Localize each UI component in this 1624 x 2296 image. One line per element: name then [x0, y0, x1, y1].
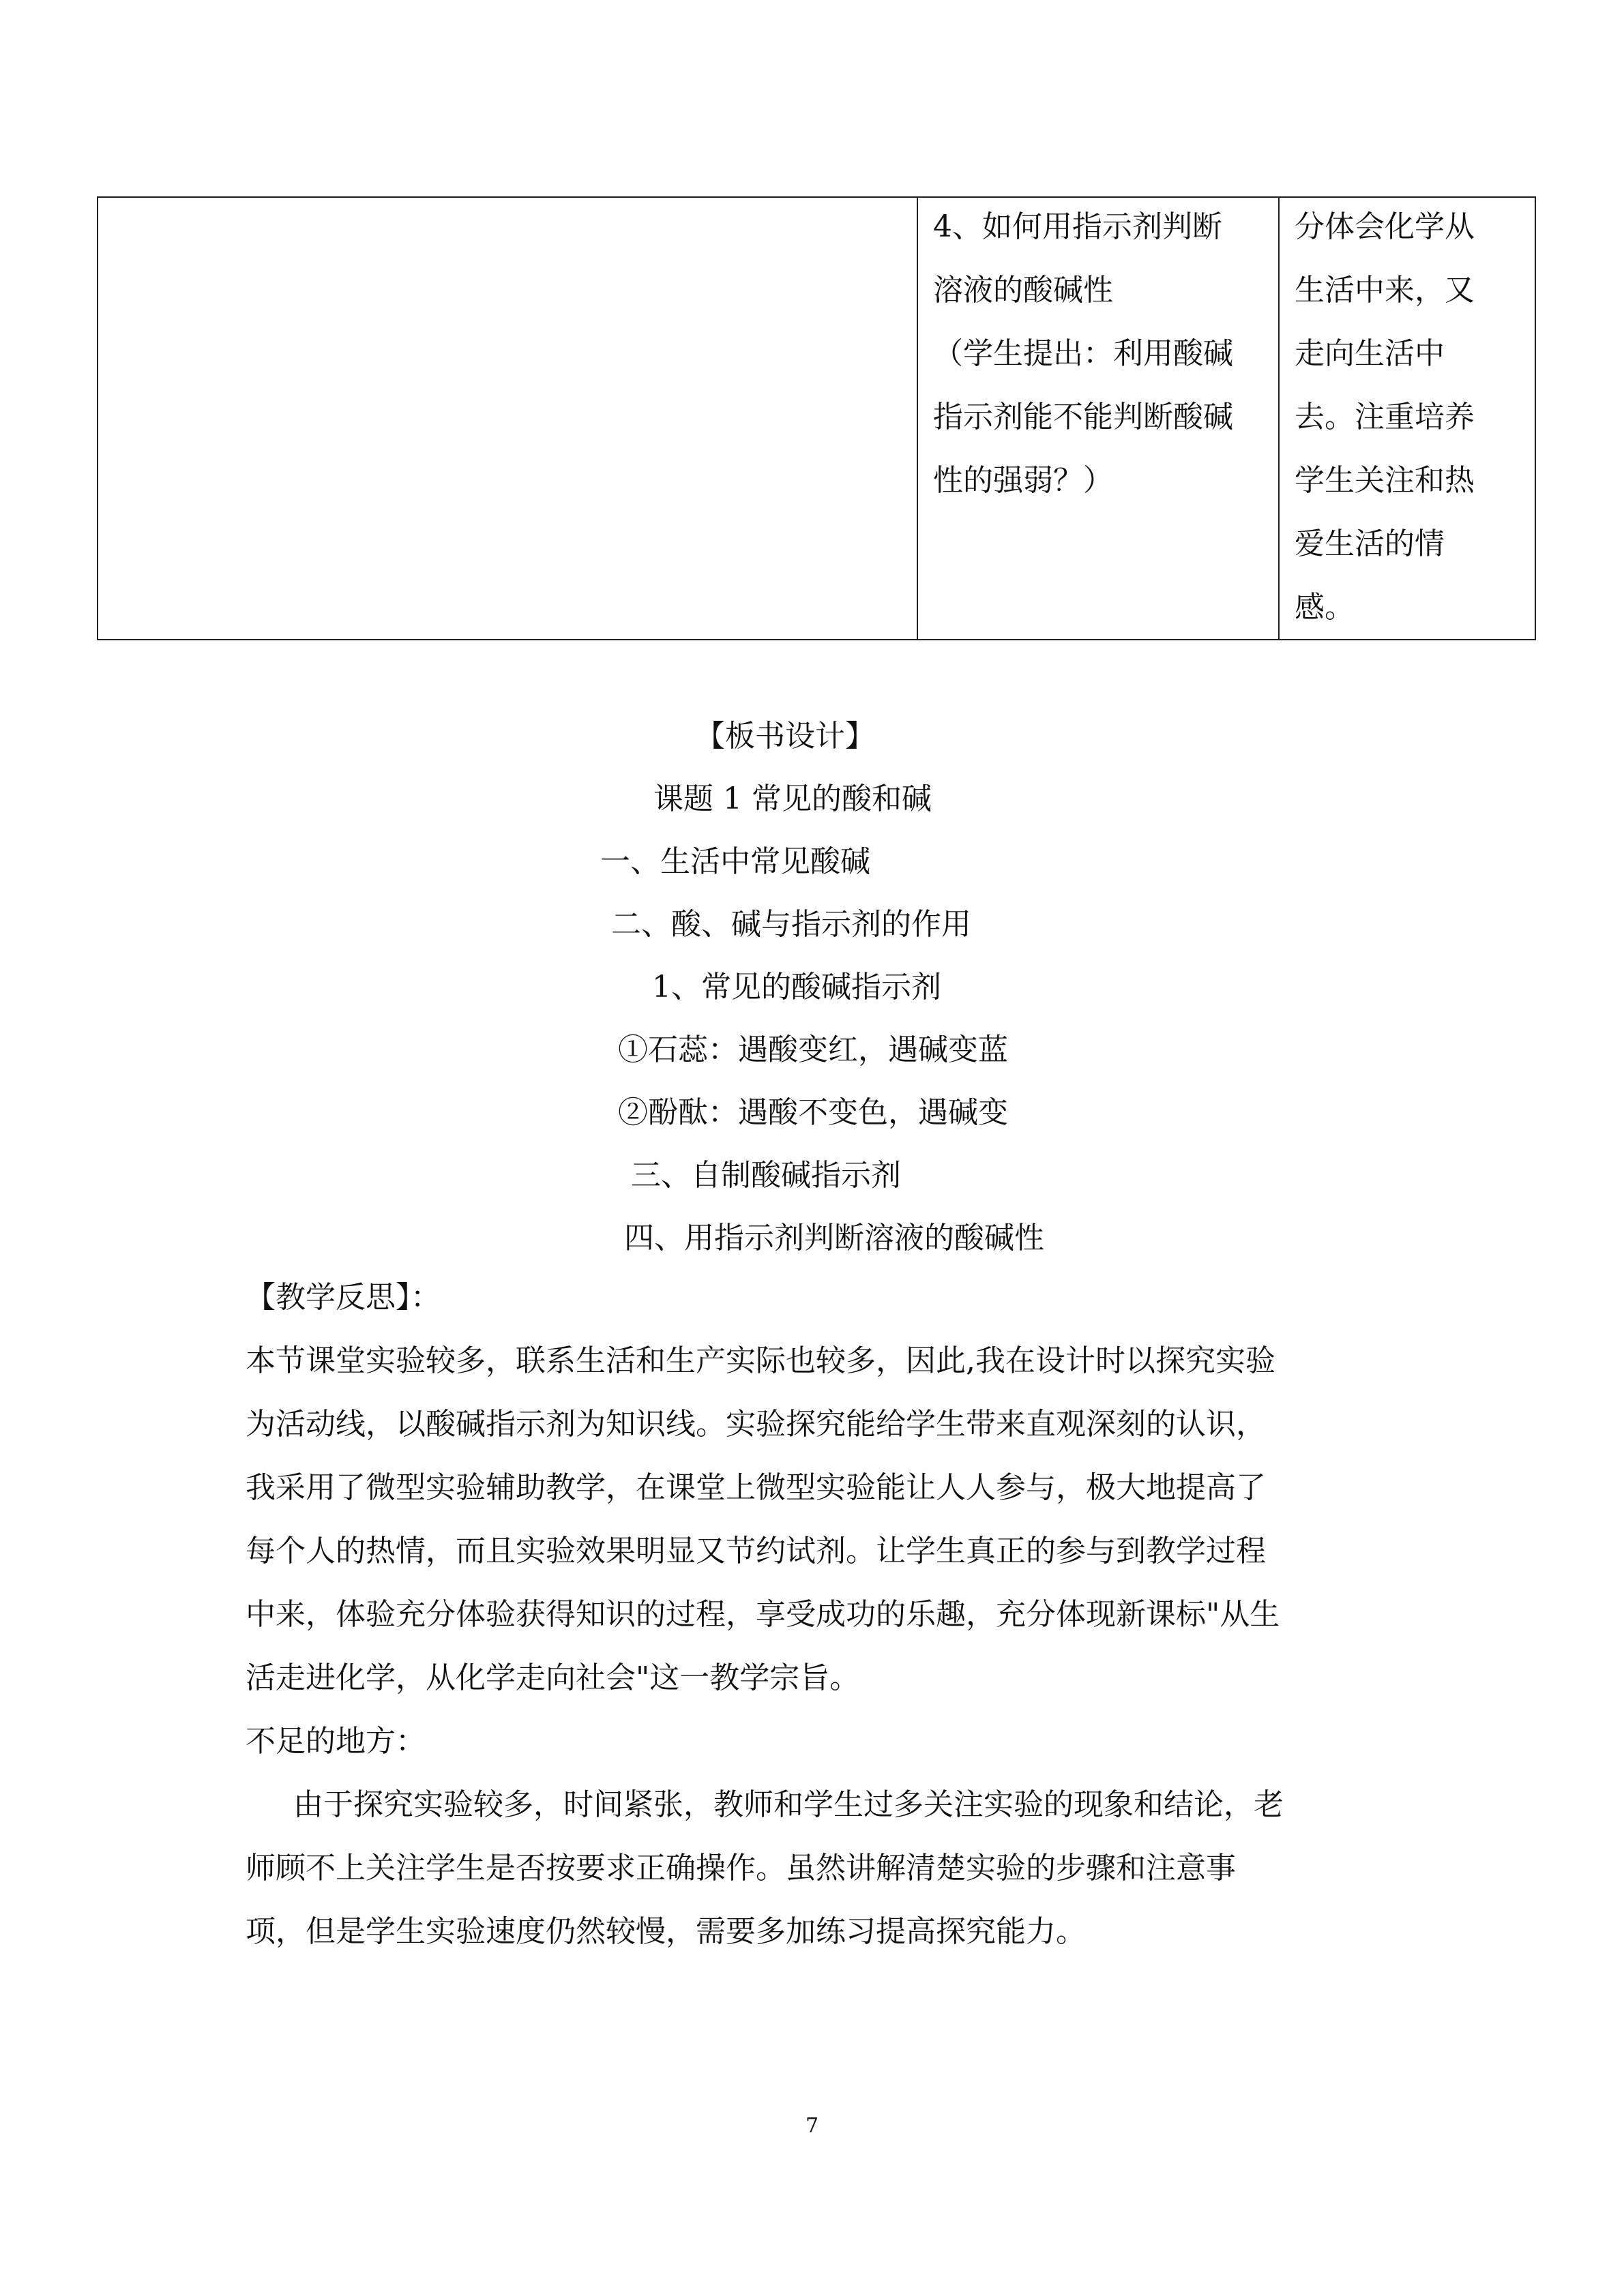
table-cell-line: 感。: [1295, 590, 1355, 625]
board-litmus-line: ①石蕊：遇酸变红，遇碱变蓝: [618, 1032, 1008, 1067]
teaching-reflection: [246, 1266, 1378, 1963]
table-cell-line: 学生关注和热: [1295, 463, 1475, 498]
table-cell-line: 溶液的酸碱性: [933, 273, 1113, 308]
table-cell-line: （学生提出：利用酸碱: [933, 336, 1233, 371]
board-lesson-title: 课题 1 常见的酸和碱: [653, 781, 932, 816]
board-point-4: 四、用指示剂判断溶液的酸碱性: [624, 1221, 1044, 1255]
table-cell-line: 生活中来，又: [1295, 273, 1475, 308]
reflection-paragraph: [246, 1329, 1378, 1710]
table-cell-student-activity: [917, 197, 1279, 640]
table-cell-line: 4、如何用指示剂判断: [933, 209, 1222, 244]
board-point-1: 一、生活中常见酸碱: [600, 844, 870, 879]
paragraph-line: 本节课堂实验较多，联系生活和生产实际也较多，因此,我在设计时以探究实验: [246, 1343, 1275, 1378]
paragraph-line: 师顾不上关注学生是否按要求正确操作。虽然讲解清楚实验的步骤和注意事: [246, 1851, 1236, 1885]
board-sub-point-1: 1、常见的酸碱指示剂: [652, 970, 941, 1004]
shortcoming-heading: 不足的地方：: [246, 1724, 426, 1759]
table-cell-line: 爱生活的情: [1295, 526, 1445, 561]
lesson-plan-table: [97, 196, 1536, 640]
paragraph-line: 活走进化学，从化学走向社会"这一教学宗旨。: [246, 1660, 860, 1695]
table-cell-line: 分体会化学从: [1295, 209, 1475, 244]
table-row: [98, 197, 1535, 640]
table-cell-design-intent: [1279, 197, 1535, 640]
paragraph-line: 由于探究实验较多，时间紧张，教师和学生过多关注实验的现象和结论，老: [293, 1787, 1284, 1822]
table-cell-line: 指示剂能不能判断酸碱: [933, 400, 1233, 434]
table-cell-line: 去。注重培养: [1295, 400, 1475, 434]
table-cell-empty: [98, 197, 917, 640]
paragraph-line: 中来，体验充分体验获得知识的过程，享受成功的乐趣，充分体现新课标"从生: [246, 1597, 1280, 1632]
reflection-heading: 【教学反思】：: [246, 1280, 441, 1315]
board-design-heading: 【板书设计】: [695, 719, 875, 754]
board-phenolphthalein-line: ②酚酞：遇酸不变色，遇碱变: [618, 1095, 1008, 1130]
table-cell-line: 性的强弱？）: [933, 463, 1113, 498]
paragraph-line: 项，但是学生实验速度仍然较慢，需要多加练习提高探究能力。: [246, 1914, 1086, 1949]
shortcoming-paragraph: [246, 1773, 1378, 1963]
page-number: 7: [805, 2114, 819, 2138]
table-cell-line: 走向生活中: [1295, 336, 1445, 371]
paragraph-line: 每个人的热情，而且实验效果明显又节约试剂。让学生真正的参与到教学过程: [246, 1534, 1266, 1568]
board-point-3: 三、自制酸碱指示剂: [631, 1158, 901, 1193]
paragraph-line: 为活动线，以酸碱指示剂为知识线。实验探究能给学生带来直观深刻的认识，: [246, 1407, 1266, 1442]
paragraph-line: 我采用了微型实验辅助教学，在课堂上微型实验能让人人参与，极大地提高了: [246, 1470, 1266, 1505]
board-point-2: 二、酸、碱与指示剂的作用: [611, 907, 971, 942]
